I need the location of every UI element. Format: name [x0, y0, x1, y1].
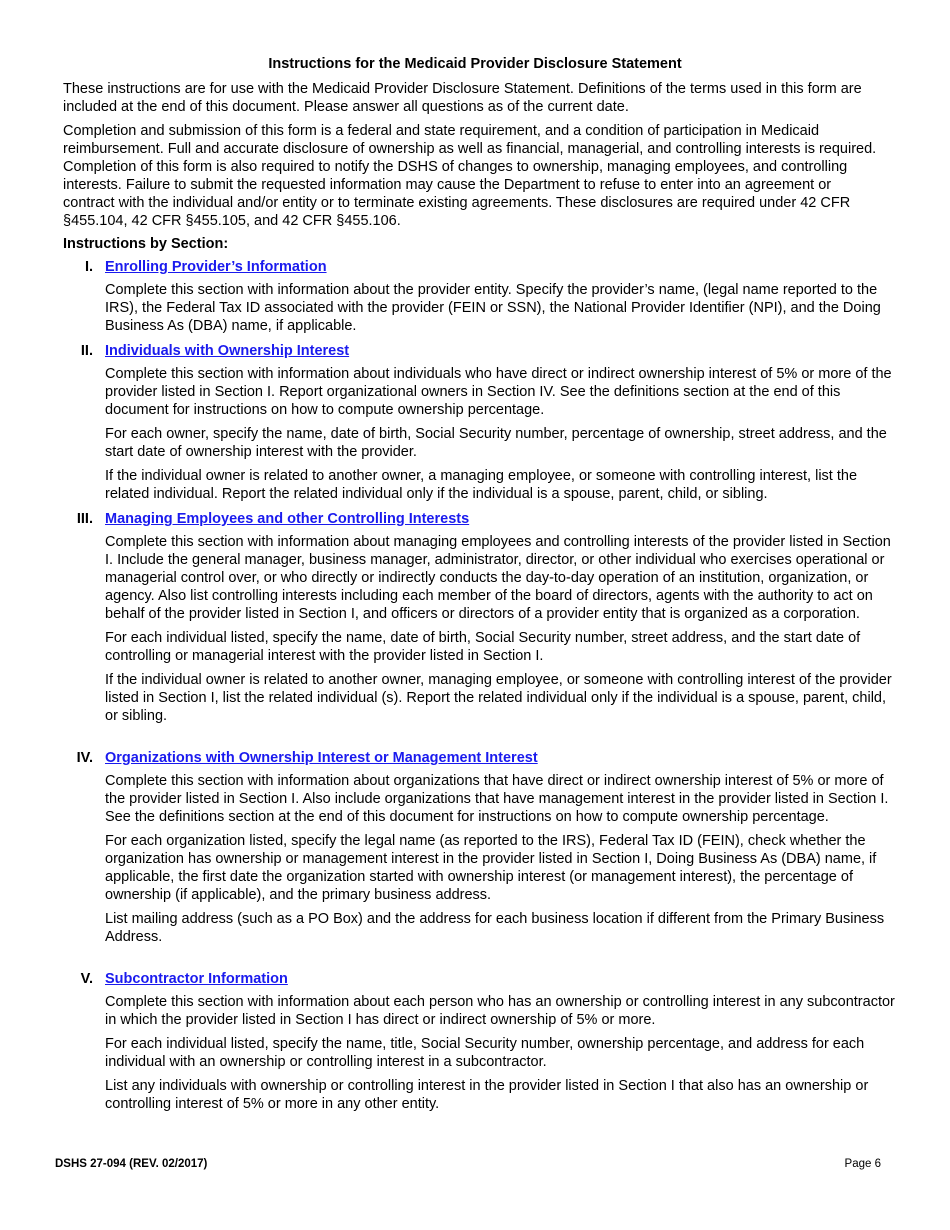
section-2 [63, 343, 893, 509]
section-paragraph: List mailing address (such as a PO Box) and the address for each business location if different from the Primary Business Address. [105, 911, 885, 945]
section-4 [63, 750, 893, 952]
section-1 [63, 259, 893, 341]
section-link-managing-employees[interactable]: Managing Employees and other Controlling Interests [105, 511, 470, 527]
section-number: V. [80, 971, 93, 987]
intro-paragraph: Completion and submission of this form is a federal and state requirement, and a condition of participation in Medicaid reimbursement. Full and accurate disclosure of ownership as well as financial, managerial, and controlling interests is required. Completion of this form is also required to notify the DSHS of changes to ownership, managing employees, and controlling interests. Failure to submit the requested information may cause the Department to refuse to enter into an agreement or contract with the individual and/or entity or to terminate existing agreements. These disclosures are required under 42 CFR §455.104, 42 CFR §455.105, and 42 CFR §455.106. [63, 123, 877, 229]
section-number: III. [76, 511, 93, 527]
section-3 [63, 511, 893, 731]
instructions-heading: Instructions by Section: [63, 236, 229, 252]
section-paragraph: List any individuals with ownership or controlling interest in the provider listed in Section I that also has an ownership or controlling interest of 5% or more in any other entity. [105, 1078, 869, 1112]
section-number: I. [84, 259, 93, 275]
intro-paragraph: These instructions are for use with the Medicaid Provider Disclosure Statement. Definitions of the terms used in this form are included at the end of this document. Please answer all questions as of the current date. [63, 81, 862, 115]
section-paragraph: If the individual owner is related to another owner, managing employee, or someone with controlling interest of the provider listed in Section I, list the related individual (s). Report the related individual only if the individual is a spouse, parent, child, or sibling. [105, 672, 892, 724]
section-link-organizations[interactable]: Organizations with Ownership Interest or Management Interest [105, 750, 538, 766]
section-link-individuals-ownership[interactable]: Individuals with Ownership Interest [105, 343, 350, 359]
section-paragraph: If the individual owner is related to another owner, a managing employee, or someone with controlling interest, list the related individual. Report the related individual only if the individual is a spouse, parent, child, or sibling. [105, 468, 858, 502]
section-paragraph: Complete this section with information about individuals who have direct or indirect ownership interest of 5% or more of the provider listed in Section I. Report organizational owners in Section IV. See the definitions section at the end of this document for instructions on how to compute ownership percentage. [105, 366, 892, 418]
section-paragraph: Complete this section with information about organizations that have direct or indirect ownership interest of 5% or more of the provider listed in Section I. Also include organizations that have management interest in the provider listed in Section I. See the definitions section at the end of this document for instructions on how to compute ownership percentage. [105, 773, 889, 825]
section-link-enrolling-provider[interactable]: Enrolling Provider’s Information [105, 259, 327, 275]
section-link-subcontractor[interactable]: Subcontractor Information [105, 971, 288, 987]
page-number: Page 6 [844, 1158, 881, 1170]
form-id: DSHS 27-094 (REV. 02/2017) [55, 1158, 208, 1170]
section-number: II. [80, 343, 93, 359]
section-paragraph: For each individual listed, specify the name, title, Social Security number, ownership percentage, and address for each individual with an ownership or controlling interest in a subcontractor. [105, 1036, 865, 1070]
section-paragraph: For each owner, specify the name, date of birth, Social Security number, percentage of ownership, street address, and the start date of ownership interest with the provider. [105, 426, 887, 460]
section-paragraph: Complete this section with information about each person who has an ownership or controlling interest in any subcontractor in which the provider listed in Section I has direct or indirect ownership of 5% or more. [105, 994, 895, 1028]
section-paragraph: Complete this section with information about the provider entity. Specify the provider’s name, (legal name reported to the IRS), the Federal Tax ID associated with the provider (FEIN or SSN), the National Provider Identifier (NPI), and the Doing Business As (DBA) name, if applicable. [105, 282, 881, 334]
section-paragraph: Complete this section with information about managing employees and controlling interests of the provider listed in Section I. Include the general manager, business manager, administrator, director, or other individual who exercises operational or managerial control over, or who directly or indirectly conducts the day-to-day operation of an institution, organization, or agency. Also list controlling interests including each member of the board of directors, agents with the authority to act on behalf of the provider listed in Section I, and officers or directors of a provider entity that is organized as a corporation. [105, 534, 891, 622]
section-5 [63, 971, 893, 1119]
page-title: Instructions for the Medicaid Provider Disclosure Statement [268, 56, 682, 72]
section-paragraph: For each individual listed, specify the name, date of birth, Social Security number, street address, and the start date of controlling or managerial interest with the provider listed in Section I. [105, 630, 861, 664]
section-paragraph: For each organization listed, specify the legal name (as reported to the IRS), Federal Tax ID (FEIN), check whether the organization has ownership or management interest in the provider listed in Section I, Doing Business As (DBA) name, if applicable, the first date the organization started with ownership interest (or management interest), the percentage of ownership (if applicable), and the primary business address. [105, 833, 877, 903]
section-number: IV. [76, 750, 93, 766]
